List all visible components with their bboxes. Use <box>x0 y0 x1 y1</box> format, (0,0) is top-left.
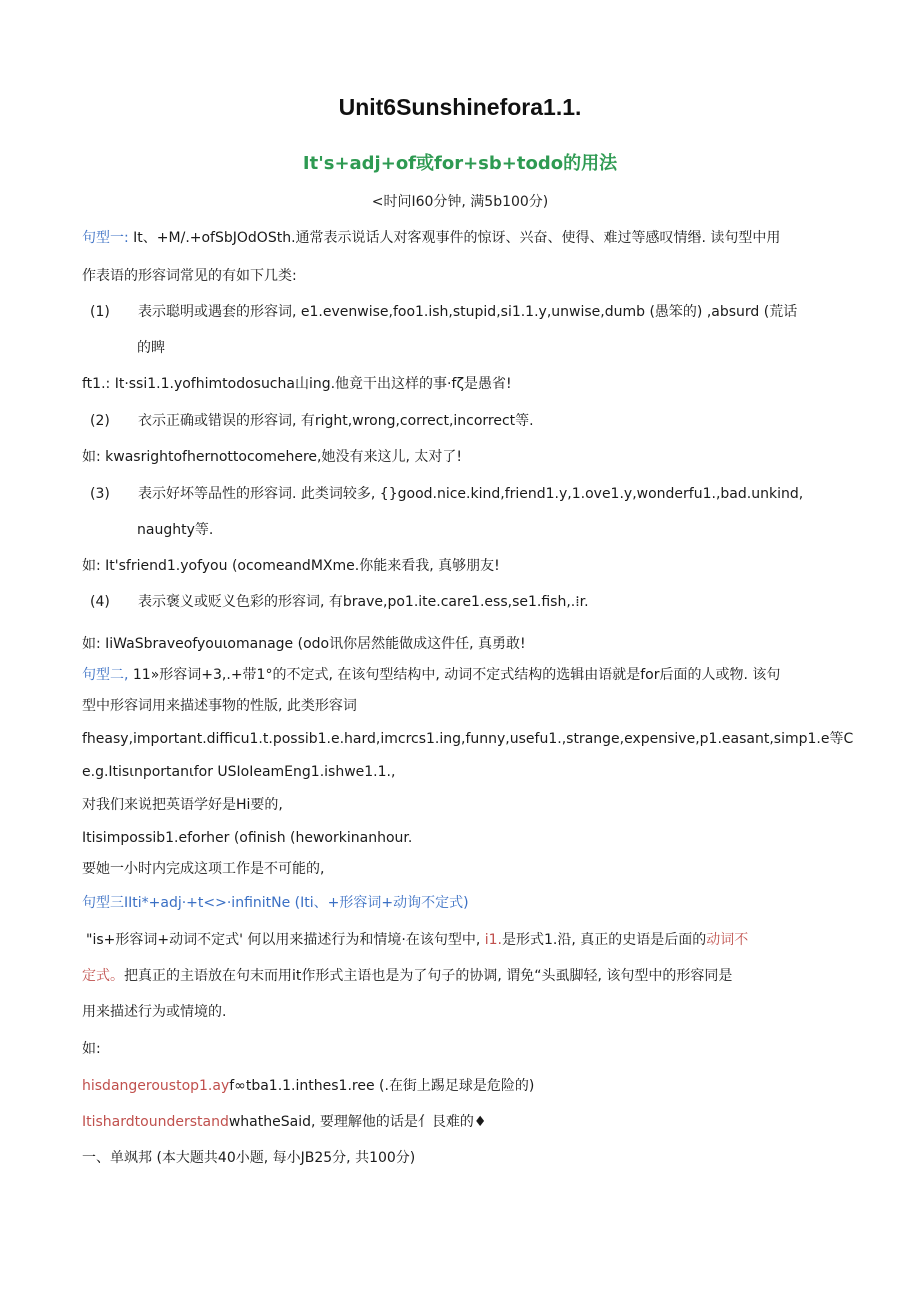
pattern2-example-1-translation: 对我们来说把英语学好是Hi要的, <box>82 797 283 813</box>
pattern1-item-1-cont: 的睥 <box>137 340 165 356</box>
pattern2-intro: 11»形容词+3,.+带1°的不定式, 在该句型结构中, 动词不定式结构的选辑由语就是for后面的人或物. 该句 <box>128 667 781 683</box>
pattern1-line2: 作表语的形容词常见的有如下几类: <box>82 268 297 284</box>
pattern1-intro: It、+M/.+ofSbJOdOSth.通常表示说话人对客观事件的惊讶、兴奋、使得、难过等感叹情缗. 读句型中用 <box>128 230 781 246</box>
item-number: (2) <box>90 413 110 429</box>
pattern3-paragraph-line2 <box>82 966 732 986</box>
para-text: 是形式1.沿, 真正的史语是后面的 <box>501 932 707 948</box>
pattern1-example-4: 如: IiWaSbraveofyouιomanage (odo讯你居然能做成这件任, 真勇敢! <box>82 636 526 652</box>
pattern1-item-1 <box>90 302 797 322</box>
pattern1-item-4 <box>90 592 589 612</box>
para-highlight: i1. <box>484 932 502 948</box>
item-text: 表示聪明或遇套的形容词, e1.evenwise,foo1.ish,stupid,si1.1.y,unwise,dumb (愚笨的) ,absurd (荒话 <box>138 304 798 320</box>
example-text: whatheSaid, 要理解他的话是亻艮难的♦ <box>228 1114 487 1130</box>
pattern3-paragraph-line1 <box>86 930 748 950</box>
document-subtitle: It's+adj+of或for+sb+todo的用法 <box>302 153 618 174</box>
item-text: 表示好坏等品性的形容词. 此类词较多, {}good.nice.kind,friend1.y,1.ove1.y,wonderfu1.,bad.unkind, <box>138 486 804 502</box>
pattern2-line2: 型中形容词用来描述事物的性版, 此类形容词 <box>82 698 357 714</box>
example-highlight: hisdangeroustop1.ay <box>82 1078 230 1094</box>
pattern2-example-1: e.g.Itisιnportanιfor USIoIeamEng1.ishwe1.1., <box>82 764 396 780</box>
example-text: f∞tba1.1.inthes1.ree (.在街上踢足球是危险的) <box>229 1078 535 1094</box>
pattern1-example-3: 如: It'sfriend1.yofyou (ocomeandMXme.你能来看我, 真够朋友! <box>82 558 500 574</box>
pattern2-label: 句型二, <box>82 667 129 683</box>
para-text: "is+形容词+动词不定式' 何以用来描述行为和情境·在该句型中, <box>86 932 485 948</box>
pattern1-item-3-cont: naughty等. <box>137 522 214 538</box>
item-number: (1) <box>90 304 110 320</box>
pattern3-paragraph-line3: 用来描述行为或情境的. <box>82 1004 227 1020</box>
pattern2-line1 <box>82 665 780 685</box>
pattern2-adjective-list: fheasy,important.difficu1.t.possib1.e.hard,imcrcs1.ing,funny,usefu1.,strange,expensive,p1.easant,simp1.e等C <box>82 731 854 747</box>
para-highlight: 动词不 <box>706 932 749 948</box>
example-highlight: Itishardtounderstand <box>82 1114 229 1130</box>
pattern2-example-2: Itisimpossib1.eforher (ofinish (heworkinanhour. <box>82 830 413 846</box>
item-number: (4) <box>90 594 110 610</box>
item-number: (3) <box>90 486 110 502</box>
pattern3-example-intro: 如: <box>82 1041 101 1057</box>
item-text: 衣示正确或错误的形容词, 有right,wrong,correct,incorrect等. <box>138 413 534 429</box>
pattern3-example-2 <box>82 1112 486 1132</box>
pattern1-example-2: 如: kwasrightofhernottocomehere,她没有来这儿, 太对了! <box>82 449 462 465</box>
pattern2-example-2-translation: 要她一小时内完成这项工作是不可能的, <box>82 861 325 877</box>
pattern1-item-3 <box>90 484 803 504</box>
pattern3-example-1 <box>82 1076 534 1096</box>
pattern1-line1 <box>82 228 780 248</box>
section-heading: 一、单飒邦 (本大题共40小题, 每小JB25分, 共100分) <box>82 1150 416 1166</box>
pattern1-label: 句型一: <box>82 230 129 246</box>
pattern1-example-1: ft1.: It·ssi1.1.yofhimtodosucha山ing.他竟干出这样的事·fζ是愚省! <box>82 376 512 392</box>
para-highlight: 定式。 <box>82 968 124 984</box>
time-note: <时问I60分钟, 满5b100分) <box>371 194 549 210</box>
item-text: 表示褒义或贬义色彩的形容词, 有brave,po1.ite.care1.ess,se1.fish,.⁞r. <box>138 594 589 610</box>
pattern3-heading: 句型三IIti*+adj·+t<>·infinitNe (Iti、+形容词+动询不定式) <box>82 895 469 911</box>
pattern1-item-2 <box>90 411 534 431</box>
para-text: 把真正的主语放在句末而用it作形式主语也是为了句子的协调, 谓免“头虱脚轻, 该句型中的形容同是 <box>124 968 733 984</box>
document-title: Unit6Sunshinefora1.1. <box>338 94 582 120</box>
